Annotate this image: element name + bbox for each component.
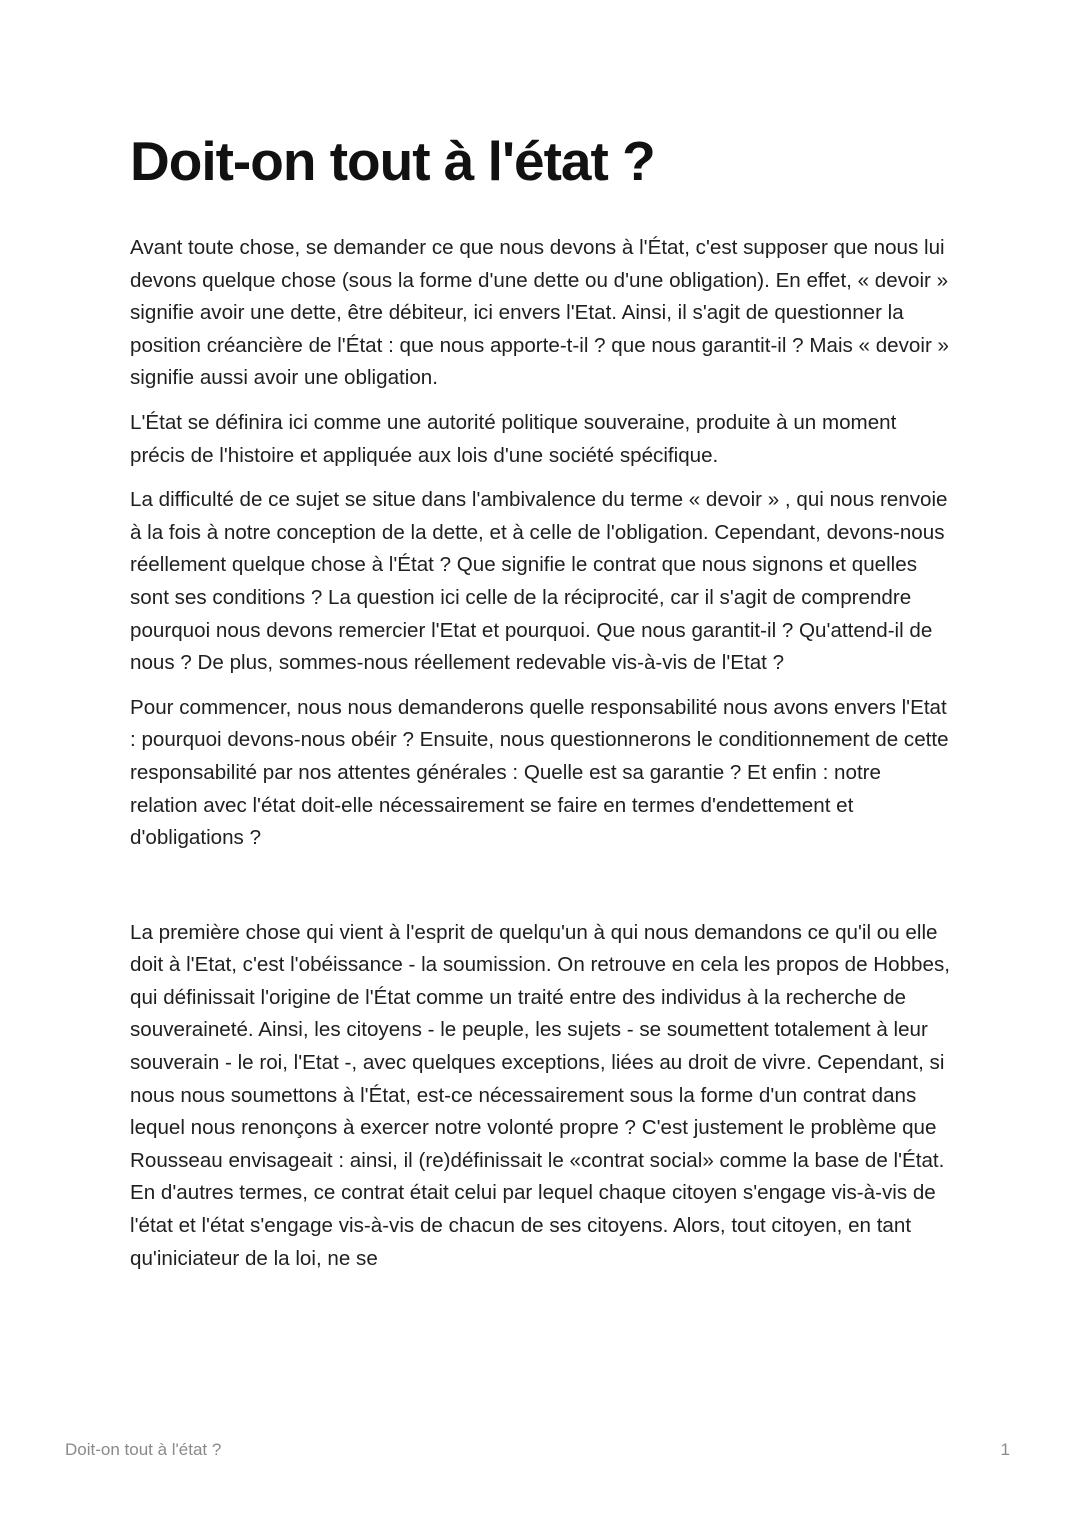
footer-title: Doit-on tout à l'état ?: [65, 1440, 222, 1459]
section-spacer: [130, 867, 950, 917]
paragraph-plan: Pour commencer, nous nous demanderons quelle responsabilité nous avons envers l'Etat : pourquoi devons-nous obéir ? Ensuite, nous questionnerons le conditionnement de cette responsabilité par nos attentes générales : Quelle est sa garantie ? Et enfin : notre relation avec l'état doit-elle nécessairement se faire en termes d'endettement et d'obligations ?: [130, 695, 949, 850]
paragraph-introduction: Avant toute chose, se demander ce que nous devons à l'État, c'est supposer que nous lui devons quelque chose (sous la forme d'une dette ou d'une obligation). En effet, « devoir » signifie avoir une dette, être débiteur, ici envers l'Etat. Ainsi, il s'agit de questionner la position créancière de l'État : que nous apporte-t-il ? que nous garantit-il ? Mais « devoir » signifie aussi avoir une obligation.: [130, 236, 949, 390]
paragraph-problem: La difficulté de ce sujet se situe dans l'ambivalence du terme « devoir » , qui nous renvoie à la fois à notre conception de la dette, et à celle de l'obligation. Cependant, devons-nous réellement quelque chose à l'État ? Que signifie le contrat que nous signons et quelles sont ses conditions ? La question ici celle de la réciprocité, car il s'agit de comprendre pourquoi nous devons remercier l'Etat et pourquoi. Que nous garantit-il ? Qu'attend-il de nous ? De plus, sommes-nous réellement redevable vis-à-vis de l'Etat ?: [130, 488, 948, 675]
document-title: Doit-on tout à l'état ?: [130, 130, 655, 192]
page-footer: [65, 1438, 1010, 1462]
paragraph-definition: L'État se définira ici comme une autorité politique souveraine, produite à un moment précis de l'histoire et appliquée aux lois d'une société spécifique.: [130, 410, 897, 467]
page-content: [130, 128, 950, 1287]
page-number: 1: [1000, 1440, 1010, 1459]
paragraph-first-part: La première chose qui vient à l'esprit de quelqu'un à qui nous demandons ce qu'il ou elle doit à l'Etat, c'est l'obéissance - la soumission. On retrouve en cela les propos de Hobbes, qui définissait l'origine de l'État comme un traité entre des individus à la recherche de souveraineté. Ainsi, les citoyens - le peuple, les sujets - se soumettent totalement à leur souverain - le roi, l'Etat -, avec quelques exceptions, liées au droit de vivre. Cependant, si nous nous soumettons à l'État, est-ce nécessairement sous la forme d'un contrat dans lequel nous renonçons à exercer notre volonté propre ? C'est justement le problème que Rousseau envisageait : ainsi, il (re)définissait le «contrat social» comme la base de l'État. En d'autres termes, ce contrat était celui par lequel chaque citoyen s'engage vis-à-vis de l'état et l'état s'engage vis-à-vis de chacun de ses citoyens. Alors, tout citoyen, en tant qu'iniciateur de la loi, ne se: [130, 920, 950, 1270]
